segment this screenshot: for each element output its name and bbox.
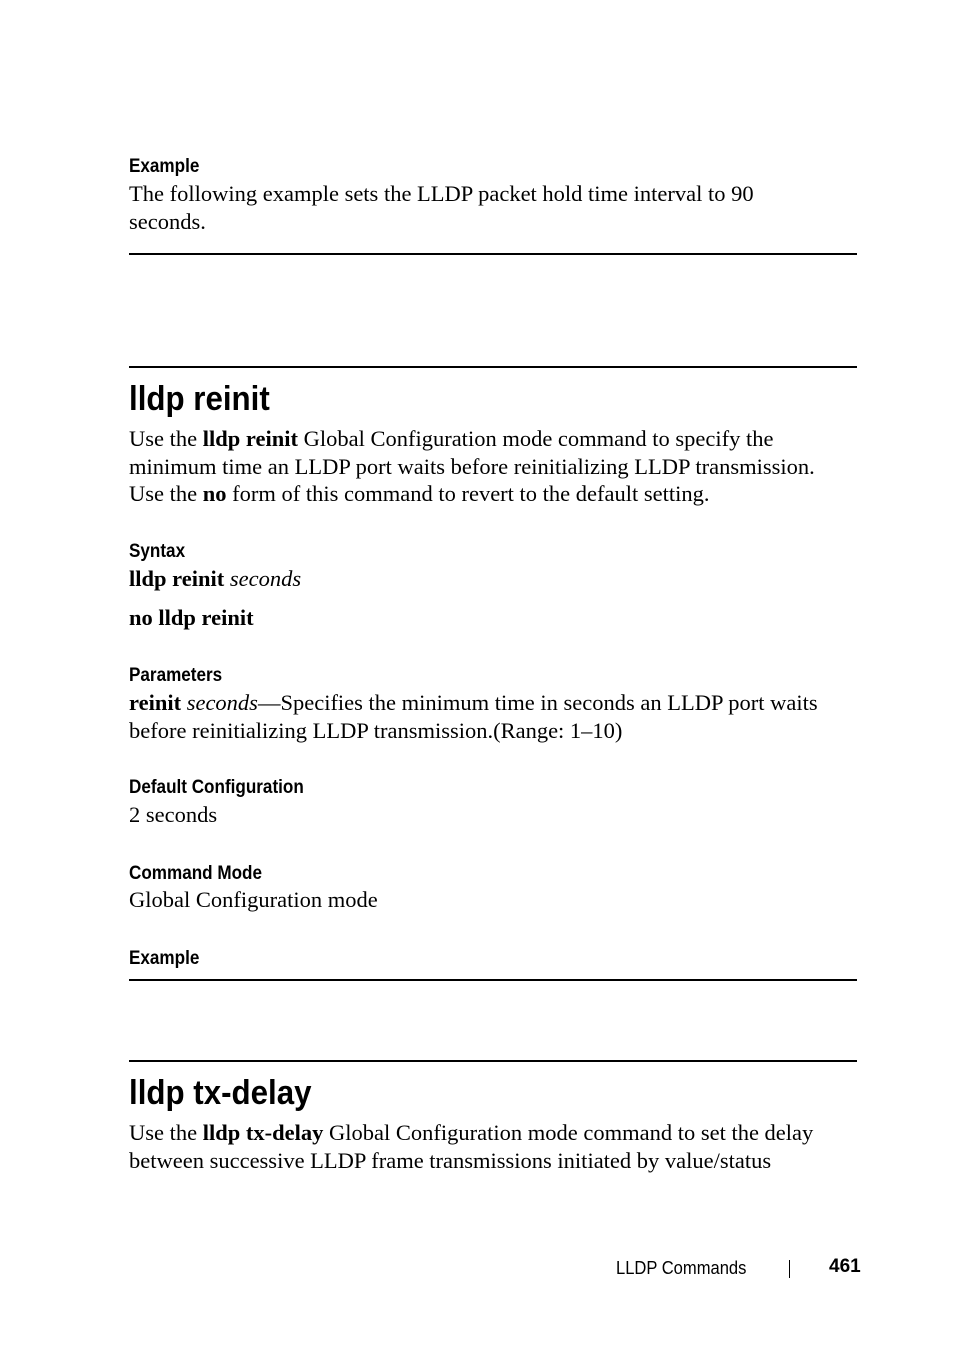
command-keyword: no — [202, 481, 227, 506]
command-mode-heading: Command Mode — [129, 863, 263, 884]
command-mode-value: Global Configuration mode — [129, 887, 378, 912]
section-divider — [129, 1060, 857, 1062]
parameter-line: before reinitializing LLDP transmission.(Range: 1–10) — [129, 717, 623, 743]
default-config-heading: Default Configuration — [129, 777, 304, 798]
section-divider — [129, 979, 857, 981]
parameter-keyword: reinit — [129, 690, 182, 715]
example-heading: Example — [129, 156, 200, 177]
section-divider — [129, 366, 857, 368]
command-keyword: lldp tx-delay — [202, 1120, 324, 1145]
command-keyword: lldp reinit — [202, 426, 298, 451]
page-title-lldp-tx-delay: lldp tx-delay — [129, 1074, 312, 1112]
footer-section-label: LLDP Commands — [616, 1258, 747, 1278]
description-line: Use the lldp reinit Global Configuration mode command to specify the — [129, 426, 774, 451]
example-text-line: seconds. — [129, 208, 206, 234]
description-line: minimum time an LLDP port waits before reinitializing LLDP transmission. — [129, 453, 815, 479]
example-heading: Example — [129, 948, 200, 969]
page-number: 461 — [829, 1256, 861, 1277]
syntax-heading: Syntax — [129, 541, 186, 562]
example-text — [129, 180, 857, 235]
syntax-no-command: no lldp reinit — [129, 605, 254, 630]
description-line: Use the lldp tx-delay Global Configuration mode command to set the delay — [129, 1120, 814, 1145]
section-divider — [129, 253, 857, 255]
description-line: between successive LLDP frame transmissions initiated by value/status — [129, 1147, 772, 1173]
syntax-argument: seconds — [229, 566, 302, 591]
parameter-argument: seconds — [186, 690, 258, 715]
syntax-command: lldp reinit seconds — [129, 566, 302, 591]
parameter-line: reinit seconds—Specifies the minimum time in seconds an LLDP port waits — [129, 690, 818, 715]
parameter-description — [129, 689, 857, 744]
default-config-value: 2 seconds — [129, 802, 218, 827]
description-line: Use the no form of this command to revert to the default setting. — [129, 481, 710, 506]
example-text-line: The following example sets the LLDP packet hold time interval to 90 — [129, 181, 754, 206]
page-title-lldp-reinit: lldp reinit — [129, 380, 270, 418]
parameters-heading: Parameters — [129, 665, 223, 686]
command-description — [129, 425, 857, 508]
command-description — [129, 1119, 857, 1174]
footer-separator — [789, 1260, 790, 1278]
